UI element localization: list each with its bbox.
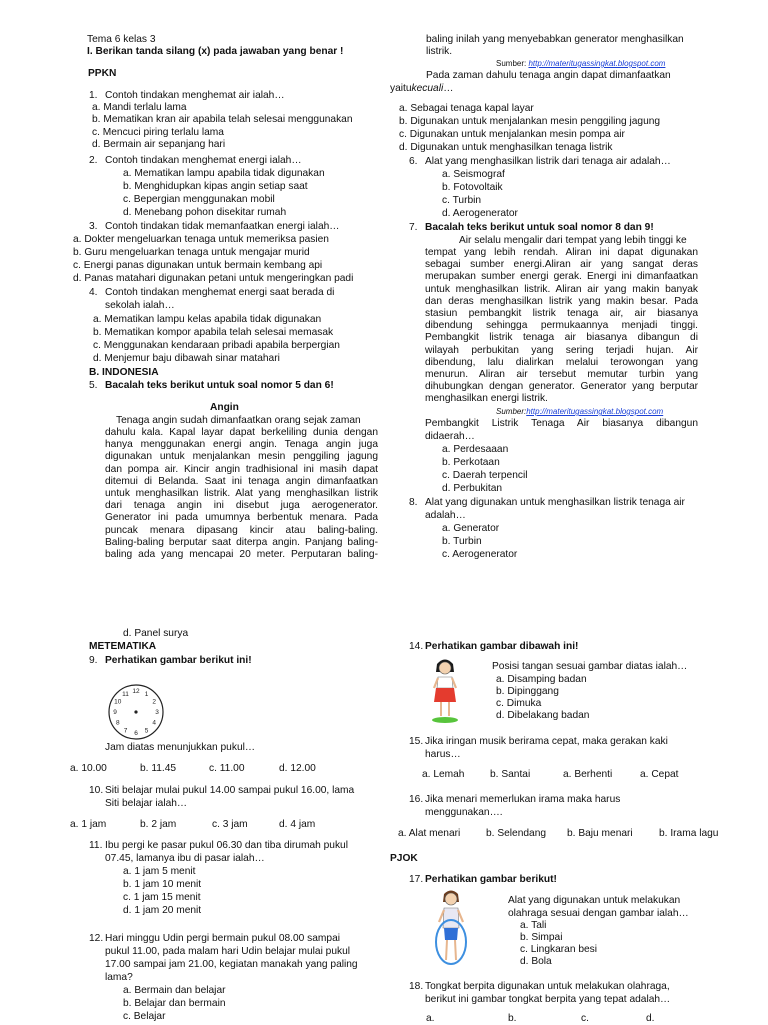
q12-text: 17.00 sampai jam 21.00, kegiatan manakah yang paling [105,959,358,970]
q6-text: Alat yang menghasilkan listrik dari tenaga air adalah… [425,156,671,167]
q7-option[interactable]: c. Daerah terpencil [442,470,528,481]
story2-line: stasiun pembangkit listrik tenaga air, air biasanya [425,308,698,320]
q14-option[interactable]: b. Dipinggang [496,686,559,697]
q8-option[interactable]: d. Panel surya [123,628,189,639]
hula-hoop-kid-icon [428,888,474,968]
q2-num: 2. [89,155,98,166]
q17-num: 17. [409,874,424,885]
q14-question: Posisi tangan sesuai gambar diatas ialah… [492,661,688,672]
q18-option[interactable]: b. [508,1013,517,1024]
q7-option[interactable]: d. Perbukitan [442,483,503,494]
q9-option[interactable]: a. 10.00 [70,763,107,774]
source2-link[interactable]: http://materitugassingkat.blogspot.com [526,407,664,416]
q5-option[interactable]: c. Digunakan untuk menjalankan mesin pompa air [399,129,625,140]
q5-option[interactable]: a. Sebagai tenaga kapal layar [399,103,534,114]
q6-option[interactable]: d. Aerogenerator [442,208,518,219]
q5-question-part: kecuali [411,83,444,94]
clock-number: 4 [152,719,157,727]
q10-option[interactable]: b. 2 jam [140,819,177,830]
q3-option[interactable]: c. Energi panas digunakan untuk bermain kembang api [73,260,323,271]
q12-num: 12. [89,933,104,944]
q6-option[interactable]: c. Turbin [442,195,482,206]
q5-option[interactable]: d. Digunakan untuk menghasilkan tenaga listrik [399,142,613,153]
story2-line: Air selalu mengalir dari tempat yang lebih tinggi ke [459,235,687,246]
clock-icon [104,682,168,742]
q17-option[interactable]: a. Tali [520,920,547,931]
q15-text: Jika iringan musik berirama cepat, maka gerakan kaki [425,736,668,747]
q3-option[interactable]: a. Dokter mengeluarkan tenaga untuk memeriksa pasien [73,234,329,245]
q18-text: berikut ini gambar tongkat berpita yang tepat adalah… [425,994,671,1005]
q16-option[interactable]: a. Alat menari [398,828,461,839]
q10-text: Siti belajar ialah… [105,798,188,809]
q7-question: didaerah… [425,431,475,442]
q8-option[interactable]: b. Turbin [442,536,482,547]
q16-text: menggunakan…. [425,807,503,818]
q12-text: pukul 11.00, pada malam hari Udin belajar mulai pukul [105,946,351,957]
q2-option[interactable]: a. Mematikan lampu apabila tidak digunakan [123,168,325,179]
story-line: Tenaga angin sudah dimanfaatkan orang sejak zaman [116,415,361,426]
q17-text: Perhatikan gambar berikut! [425,874,557,885]
story2-line: dibendung, lalu dialirkan melalui terowongan yang [425,356,698,368]
q12-option[interactable]: b. Belajar dan bermain [123,998,226,1009]
source2-label: Sumber: [496,407,527,416]
clock-number: 6 [134,730,138,738]
q4-text: sekolah ialah… [105,300,175,311]
q4-option[interactable]: b. Mematikan kompor apabila telah selesai memasak [93,327,334,338]
q8-option[interactable]: c. Aerogenerator [442,549,518,560]
q5-question-part: … [443,83,454,94]
q8-text: adalah… [425,510,466,521]
q15-option[interactable]: b. Santai [490,769,531,780]
pjok-title: PJOK [390,853,418,864]
q12-text: lama? [105,972,133,983]
q5-option[interactable]: b. Digunakan untuk menjalankan mesin penggiling jagung [399,116,661,127]
story-line: puncak menara dipasang kincir atau baling-baling. [105,524,378,536]
q17-question: olahraga sesuai dengan gambar ialah… [508,908,689,919]
q6-num: 6. [409,156,418,167]
q3-text: Contoh tindakan tidak memanfaatkan energi ialah… [105,221,340,232]
story-line: dahulu kala. Kapal layar dapat berkeliling dunia dengan [105,427,378,438]
q16-option[interactable]: b. Irama lagu [659,828,719,839]
ppkn-title: PPKN [88,68,117,79]
q16-num: 16. [409,794,424,805]
story-line: untuk menghasilkan listrik. Alat yang menghasilkan listrik [105,488,378,500]
q2-option[interactable]: d. Menebang pohon disekitar rumah [123,207,287,218]
q17-question: Alat yang digunakan untuk melakukan [508,895,681,906]
q7-text: Bacalah teks berikut untuk soal nomor 8 dan 9! [425,222,654,233]
story-line: baling inilah yang menyebabkan generator menghasilkan [426,34,684,45]
q7-option[interactable]: a. Perdesaaan [442,444,509,455]
mtk-title: METEMATIKA [89,641,157,652]
q1-option[interactable]: c. Mencuci piring terlalu lama [92,127,224,138]
q9-caption: Jam diatas menunjukkan pukul… [105,742,256,753]
story2-line: dan deras menghasilkan listrik yang makin besar. Pada [425,295,698,307]
clock-number: 2 [152,698,157,706]
leg-icon [446,940,456,960]
story2-line: dibendung sehingga permukaannya menjadi tinggi. [425,320,698,332]
q7-question: Pembangkit Listrik Tenaga Air biasanya dibangun [425,418,698,429]
story2-line: menurun. Aliran air tersebut memutar turbin yang [425,369,698,381]
q11-option[interactable]: d. 1 jam 20 menit [123,905,202,916]
source-label: Sumber: [496,59,529,68]
q10-text: Siti belajar mulai pukul 14.00 sampai pukul 16.00, lama [105,785,355,796]
story2-line: menghasilkan energi listrik. [425,393,548,405]
story-line: baling ada yang mencapai 20 meter. Perputaran baling- [105,549,378,561]
story-line: Generator ini pada umumnya berbentuk menara. Pada [105,512,378,524]
q11-text: 07.45, lamanya ibu di pasar ialah… [105,853,265,864]
bindo-title: B. INDONESIA [89,367,159,378]
q11-text: Ibu pergi ke pasar pukul 06.30 dan tiba dirumah pukul [105,840,348,851]
tema-label: Tema 6 kelas 3 [87,34,156,45]
shirt-icon [443,908,459,928]
q7-option[interactable]: b. Perkotaan [442,457,500,468]
q15-num: 15. [409,736,424,747]
q4-option[interactable]: a. Mematikan lampu kelas apabila tidak digunakan [93,314,322,325]
shorts-icon [444,928,458,940]
clock-center [134,710,137,713]
q14-num: 14. [409,641,424,652]
q9-option[interactable]: b. 11.45 [140,763,177,774]
q5-question-part: yaitu [390,83,412,94]
story2-line: Pembangkit listrik tenaga air biasanya dibangun di [425,332,698,344]
clock-number: 12 [132,688,140,696]
clock-number: 5 [144,727,149,735]
q17-option[interactable]: d. Bola [520,956,552,967]
q1-num: 1. [89,90,98,101]
clock-number: 9 [113,709,117,717]
q10-num: 10. [89,785,104,796]
face-icon [445,893,457,905]
story-line: dan pompa air. Kincir angin tradhisional ini masih dapat [105,463,378,475]
dancer-girl-icon [425,656,465,724]
instruction: I. Berikan tanda silang (x) pada jawaban yang benar ! [87,46,344,57]
story-line: digunakan untuk menjalankan mesin penggiling jagung [105,451,378,463]
q14-option[interactable]: a. Disamping badan [496,674,587,685]
q5-num: 5. [89,380,98,391]
q18-text: Tongkat berpita digunakan untuk melakukan olahraga, [425,981,670,992]
q10-option[interactable]: a. 1 jam [70,819,107,830]
q18-num: 18. [409,981,424,992]
q6-option[interactable]: a. Seismograf [442,169,505,180]
q12-option[interactable]: a. Bermain dan belajar [123,985,226,996]
story-line: ditemui di Belanda. Saat ini tenaga angin dimanfaatkan [105,475,378,487]
q4-option[interactable]: d. Menjemur baju dibawah sinar matahari [93,353,280,364]
story2-line: untuk menghasilkan listrik. Aliran air yang makin banyak [425,283,698,295]
q4-num: 4. [89,287,98,298]
q11-option[interactable]: b. 1 jam 10 menit [123,879,202,890]
q18-option[interactable]: c. [581,1013,589,1024]
q11-option[interactable]: c. 1 jam 15 menit [123,892,201,903]
q9-option[interactable]: d. 12.00 [279,763,316,774]
q16-text: Jika menari memerlukan irama maka harus [425,794,621,805]
q4-option[interactable]: c. Menggunakan kendaraan pribadi apabila berpergian [93,340,340,351]
q3-num: 3. [89,221,98,232]
story-line: dari tenaga angin ini disebut juga aerogenerator. [105,500,378,512]
q8-num: 8. [409,497,418,508]
story2-line: merupakan sumber energi gerak. Energi ini dimanfaatkan [425,271,698,283]
q3-option[interactable]: d. Panas matahari digunakan petani untuk mengeringkan padi [73,273,354,284]
q16-option[interactable]: b. Selendang [486,828,547,839]
q2-option[interactable]: c. Bepergian menggunakan mobil [123,194,275,205]
clock-number: 10 [114,698,122,706]
q14-option[interactable]: c. Dimuka [496,698,542,709]
q16-option[interactable]: b. Baju menari [567,828,633,839]
q12-option[interactable]: c. Belajar [123,1011,166,1022]
q5-question [390,83,453,95]
q9-text: Perhatikan gambar berikut ini! [105,655,252,666]
q15-option[interactable]: a. Cepat [640,769,679,780]
q6-option[interactable]: b. Fotovoltaik [442,182,503,193]
q18-option[interactable]: a. [426,1013,435,1024]
face-icon [439,662,451,674]
q14-text: Perhatikan gambar dibawah ini! [425,641,579,652]
source-citation [496,58,665,70]
source2-citation [496,406,663,418]
story2-line: wilayah perbukitan yang sering terjadi hujan. Air [425,344,698,356]
q1-option[interactable]: a. Mandi terlalu lama [92,102,187,113]
q1-option[interactable]: b. Mematikan kran air apabila telah selesai menggunakan [92,114,353,125]
grass-icon [432,717,458,723]
q10-option[interactable]: d. 4 jam [279,819,316,830]
clock-number: 8 [115,719,120,727]
story-line: hanya menggunakan energi angin. Tenaga angin juga [105,439,378,451]
shirt-icon [437,677,453,688]
q9-num: 9. [89,655,98,666]
q9-option[interactable]: c. 11.00 [209,763,245,774]
q17-option[interactable]: b. Simpai [520,932,563,943]
story-title: Angin [210,402,239,413]
clock-number: 11 [122,691,129,698]
q15-option[interactable]: a. Berhenti [563,769,613,780]
story-paragraph [105,427,378,561]
q10-option[interactable]: c. 3 jam [212,819,248,830]
q2-text: Contoh tindakan menghemat energi ialah… [105,155,302,166]
story-line: Baling-baling berputar saat diterpa angin. Panjang baling- [105,536,378,548]
story2-line: sebagai sumber energi.Aliran air yang sangat deras [425,259,698,271]
q18-option[interactable]: d. [646,1013,655,1024]
story2-line: dihubungkan dengan generator. Generator yang berputar [425,381,698,393]
q3-option[interactable]: b. Guru mengeluarkan tenaga untuk mengajar murid [73,247,310,258]
story2-line: tempat yang lebih rendah. Aliran ini dapat digunakan [425,247,698,258]
clock-number: 7 [123,727,128,735]
q14-option[interactable]: d. Dibelakang badan [496,710,590,721]
q12-text: Hari minggu Udin pergi bermain pukul 08.00 sampai [105,933,341,944]
q5-text: Bacalah teks berikut untuk soal nomor 5 dan 6! [105,380,334,391]
q7-num: 7. [409,222,418,233]
q4-text: Contoh tindakan menghemat energi saat berada di [105,287,335,298]
q8-text: Alat yang digunakan untuk menghasilkan listrik tenaga air [425,497,685,508]
q8-option[interactable]: a. Generator [442,523,500,534]
skirt-icon [434,688,456,702]
q11-num: 11. [89,840,103,851]
q1-option[interactable]: d. Bermain air sepanjang hari [92,139,226,150]
q11-option[interactable]: a. 1 jam 5 menit [123,866,196,877]
source-link[interactable]: http://materitugassingkat.blogspot.com [528,59,666,68]
q5-question: Pada zaman dahulu tenaga angin dapat dimanfaatkan [426,70,671,81]
q15-text: harus… [425,749,461,760]
story2-paragraph [425,247,698,406]
story-line: listrik. [426,46,453,57]
q2-option[interactable]: b. Menghidupkan kipas angin setiap saat [123,181,308,192]
clock-number: 3 [155,709,159,717]
q1-text: Contoh tindakan menghemat air ialah… [105,90,285,101]
leg-icon [441,702,449,716]
q17-option[interactable]: c. Lingkaran besi [520,944,598,955]
clock-number: 1 [144,691,149,698]
q15-option[interactable]: a. Lemah [422,769,465,780]
